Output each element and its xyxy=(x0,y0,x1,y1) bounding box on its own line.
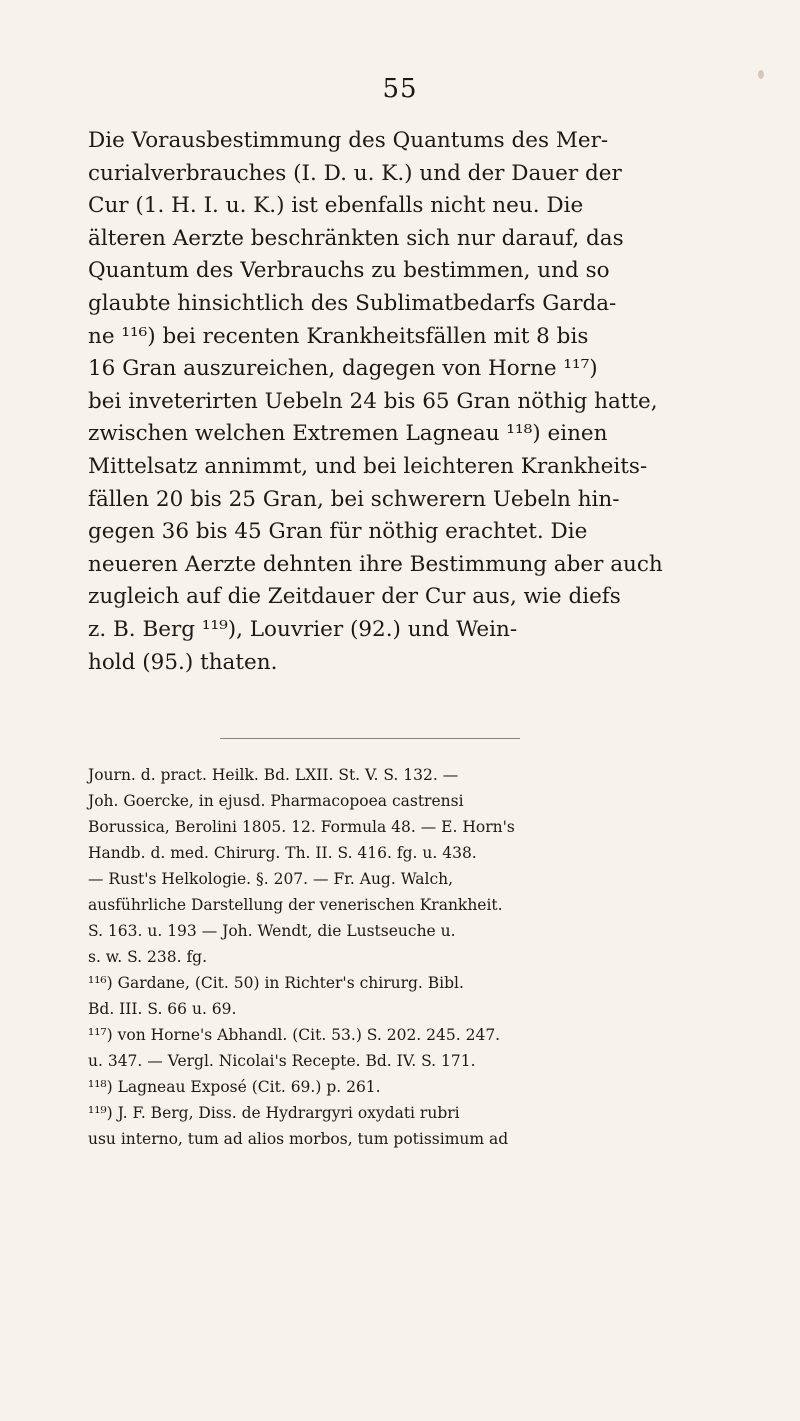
footnote-line: S. 163. u. 193 — Joh. Wendt, die Lustseuche u. xyxy=(88,922,456,940)
footnote-line: ausführliche Darstellung der venerischen Krankheit. xyxy=(88,896,503,914)
main-text xyxy=(88,125,728,679)
footnote-line: ¹¹⁷) von Horne's Abhandl. (Cit. 53.) S. 202. 245. 247. xyxy=(88,1026,501,1044)
text-line: curialverbrauches (I. D. u. K.) und der Dauer der xyxy=(88,160,622,186)
footnote-line: u. 347. — Vergl. Nicolai's Recepte. Bd. IV. S. 171. xyxy=(88,1052,476,1070)
text-line: gegen 36 bis 45 Gran für nöthig erachtet. Die xyxy=(88,519,588,545)
footnote-line: Joh. Goercke, in ejusd. Pharmacopoea castrensi xyxy=(88,792,464,810)
text-line: hold (95.) thaten. xyxy=(88,649,278,675)
text-line: zwischen welchen Extremen Lagneau ¹¹⁸) einen xyxy=(88,421,608,447)
footnote-line: — Rust's Helkologie. §. 207. — Fr. Aug. Walch, xyxy=(88,870,454,888)
text-line: neueren Aerzte dehnten ihre Bestimmung aber auch xyxy=(88,551,663,577)
page-number: 55 xyxy=(382,74,418,104)
footnote-line: Handb. d. med. Chirurg. Th. II. S. 416. fg. u. 438. xyxy=(88,844,477,862)
footnote-line: ¹¹⁹) J. F. Berg, Diss. de Hydrargyri oxydati rubri xyxy=(88,1104,460,1122)
text-line: 16 Gran auszureichen, dagegen von Horne ¹¹⁷) xyxy=(88,356,598,382)
footnote-line: Bd. III. S. 66 u. 69. xyxy=(88,1000,237,1018)
text-line: glaubte hinsichtlich des Sublimatbedarfs Garda- xyxy=(88,290,617,316)
text-line: älteren Aerzte beschränkten sich nur darauf, das xyxy=(88,225,624,251)
text-line: Die Vorausbestimmung des Quantums des Mer- xyxy=(88,128,609,153)
text-line: ne ¹¹⁶) bei recenten Krankheitsfällen mit 8 bis xyxy=(88,323,589,349)
text-line: Quantum des Verbrauchs zu bestimmen, und so xyxy=(88,258,610,284)
footnote-divider xyxy=(220,738,520,739)
text-line: Cur (1. H. I. u. K.) ist ebenfalls nicht neu. Die xyxy=(88,193,584,219)
text-line: bei inveterirten Uebeln 24 bis 65 Gran nöthig hatte, xyxy=(88,388,658,414)
footnote-line: s. w. S. 238. fg. xyxy=(88,948,208,966)
footnote-line: ¹¹⁶) Gardane, (Cit. 50) in Richter's chirurg. Bibl. xyxy=(88,974,464,992)
text-line: z. B. Berg ¹¹⁹), Louvrier (92.) und Wein- xyxy=(88,616,518,642)
footnote-line: ¹¹⁸) Lagneau Exposé (Cit. 69.) p. 261. xyxy=(88,1078,381,1096)
footnote-line: usu interno, tum ad alios morbos, tum potissimum ad xyxy=(88,1130,509,1148)
footnote-line: Borussica, Berolini 1805. 12. Formula 48. — E. Horn's xyxy=(88,818,515,836)
footnote-line: Journ. d. pract. Heilk. Bd. LXII. St. V. S. 132. — xyxy=(88,766,459,784)
text-line: fällen 20 bis 25 Gran, bei schwerern Uebeln hin- xyxy=(88,486,620,512)
text-line: Mittelsatz annimmt, und bei leichteren Krankheits- xyxy=(88,453,648,479)
text-line: zugleich auf die Zeitdauer der Cur aus, wie diefs xyxy=(88,584,621,610)
footnotes xyxy=(88,762,728,1152)
